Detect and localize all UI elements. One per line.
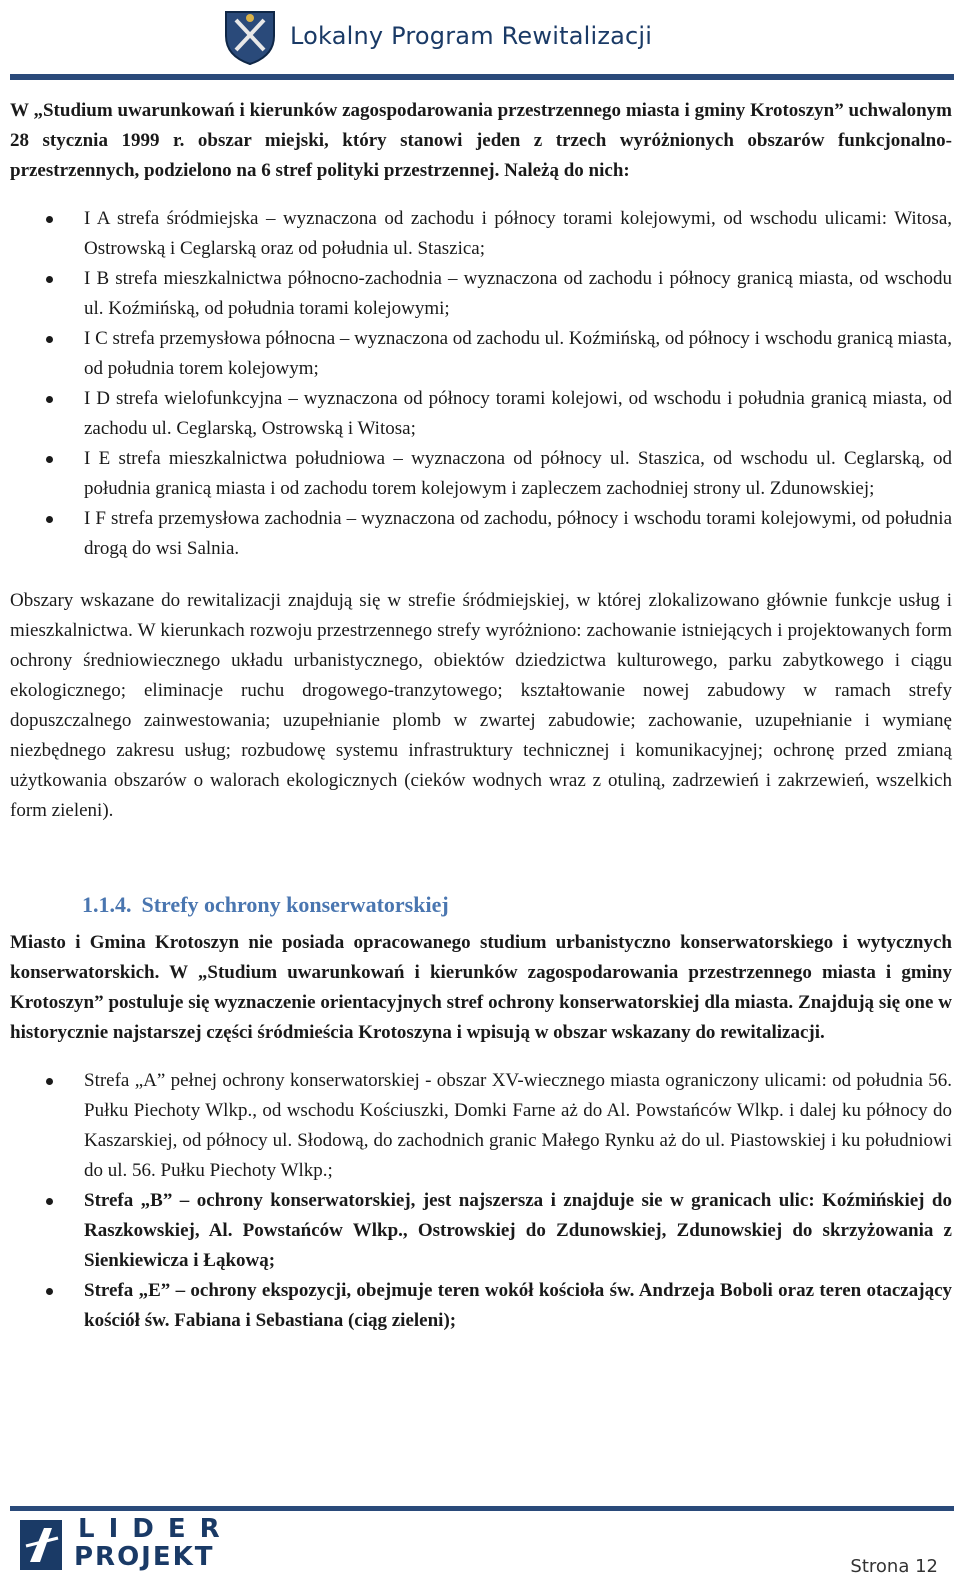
document-body — [10, 96, 952, 1336]
conservation-zones-list — [10, 1066, 952, 1336]
zone-item-ia: I A strefa śródmiejska – wyznaczona od zachodu i północy torami kolejowymi, od wschodu ulicami: Witosa, Ostrowską i Ceglarską oraz od południa ul. Staszica; — [10, 204, 952, 264]
header-divider — [10, 74, 954, 80]
document-title: Lokalny Program Rewitalizacji — [290, 22, 653, 50]
conservation-zone-b: Strefa „B” – ochrony konserwatorskiej, jest najszersza i znajduje sie w granicach ulic: Koźmińskiej do Raszkowskiej, Al. Powstańców Wlkp., Ostrowskiej do Zdunowskiej, Zdunowskiej do skrzyżowania z Sienkiewicza i Łąkową; — [10, 1186, 952, 1276]
coat-of-arms-icon — [220, 6, 280, 66]
zone-item-id: I D strefa wielofunkcyjna – wyznaczona od północy torami kolejowi, od wschodu i południa granicą miasta, od zachodu ul. Ceglarską, Ostrowską i Witosa; — [10, 384, 952, 444]
zones-list — [10, 204, 952, 564]
zone-item-ib: I B strefa mieszkalnictwa północno-zachodnia – wyznaczona od zachodu i północy granicą miasta, od wschodu ul. Koźmińską, od południa torami kolejowymi; — [10, 264, 952, 324]
section-intro-paragraph: Miasto i Gmina Krotoszyn nie posiada opracowanego studium urbanistyczno konserwatorskiego i wytycznych konserwatorskich. W „Studium uwarunkowań i kierunków zagospodarowania przestrzennego miasta i gminy Krotoszyn” postuluje się wyznaczenie orientacyjnych stref ochrony konserwatorskiej dla miasta. Znajdują się one w historycznie najstarszej części śródmieścia Krotoszyna i wpisują w obszar wskazany do rewitalizacji. — [10, 932, 952, 1043]
logo-word-projekt: PROJEKT — [74, 1542, 215, 1572]
logo-word-lider: LIDER — [78, 1514, 234, 1544]
revitalization-paragraph: Obszary wskazane do rewitalizacji znajdują się w strefie śródmiejskiej, w której zlokalizowano głównie funkcje usług i mieszkalnictwa. W kierunkach rozwoju przestrzennego strefy wyróżniono: zachowanie istniejących i projektowanych form ochrony średniowiecznego układu urbanistycznego, obiektów dziedzictwa kulturowego, parku zabytkowego i ciągu ekologicznego; eliminacje ruchu drogowego-tranzytowego; kształtowanie nowej zabudowy w ramach strefy dopuszczalnego zainwestowania; uzupełnianie plomb w zwartej zabudowie; zachowanie, uzupełnianie i wymianę niezbędnego zakresu usług; rozbudowę systemu infrastruktury technicznej i komunikacyjnej; ochronę przed zmianą użytkowania obszarów o walorach ekologicznych (cieków wodnych wraz z otuliną, zadrzewień i zakrzewień, wszelkich form zieleni). — [10, 590, 952, 821]
section-title: Strefy ochrony konserwatorskiej — [141, 892, 449, 917]
section-number: 1.1.4. — [82, 892, 132, 917]
lider-projekt-logo — [18, 1514, 248, 1578]
page-number: Strona 12 — [850, 1556, 938, 1577]
logo-mark-icon — [18, 1516, 64, 1572]
page-header — [0, 0, 960, 86]
zone-item-if: I F strefa przemysłowa zachodnia – wyznaczona od zachodu, północy i wschodu torami kolejowymi, od południa drogą do wsi Salnia. — [10, 504, 952, 564]
conservation-zone-e: Strefa „E” – ochrony ekspozycji, obejmuje teren wokół kościoła św. Andrzeja Boboli oraz teren otaczający kościół św. Fabiana i Sebastiana (ciąg zieleni); — [10, 1276, 952, 1336]
footer-divider — [10, 1506, 954, 1511]
conservation-zone-a: Strefa „A” pełnej ochrony konserwatorskiej - obszar XV-wiecznego miasta ograniczony ulicami: od południa 56. Pułku Piechoty Wlkp., od wschodu Kościuszki, Domki Farne aż do Al. Powstańców Wlkp. i dalej ku północy do Kaszarskiej, od północy ul. Słodową, do zachodnich granic Małego Rynku aż do ul. Piastowskiej i ku południowi do ul. 56. Pułku Piechoty Wlkp.; — [10, 1066, 952, 1186]
zone-item-ic: I C strefa przemysłowa północna – wyznaczona od zachodu ul. Koźmińską, od północy i wschodu granicą miasta, od południa torem kolejowym; — [10, 324, 952, 384]
zone-item-ie: I E strefa mieszkalnictwa południowa – wyznaczona od północy ul. Staszica, od wschodu ul. Ceglarską, od południa granicą miasta i od zachodu torem kolejowym i zapleczem zachodniej strony ul. Zdunowskiej; — [10, 444, 952, 504]
intro-paragraph: W „Studium uwarunkowań i kierunków zagospodarowania przestrzennego miasta i gminy Krotoszyn” uchwalonym 28 stycznia 1999 r. obszar miejski, który stanowi jeden z trzech wyróżnionych obszarów funkcjonalno-przestrzennych, podzielono na 6 stref polityki przestrzennej. Należą do nich: — [10, 100, 952, 181]
section-heading — [82, 890, 952, 920]
